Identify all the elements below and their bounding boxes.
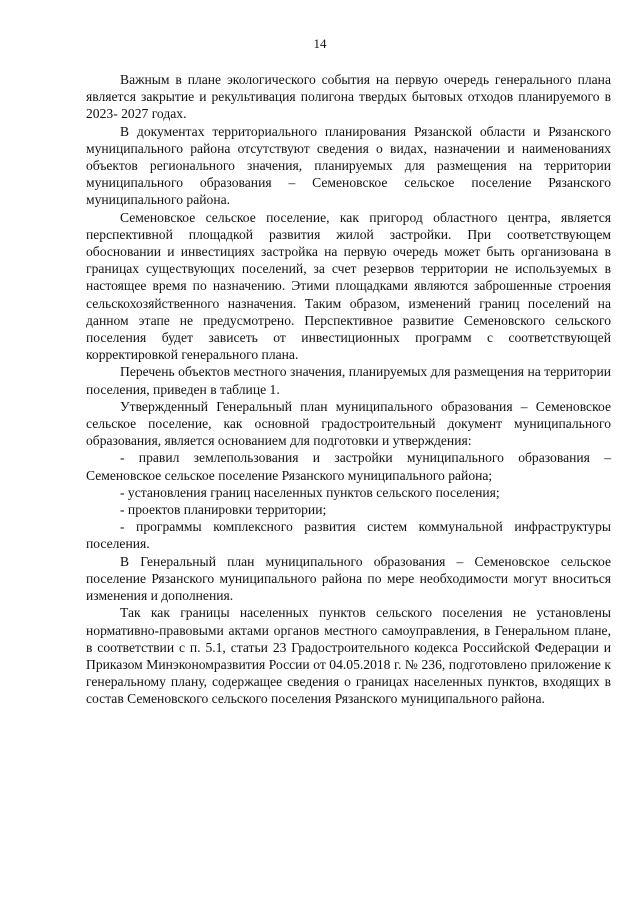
- page-number: 14: [313, 36, 327, 51]
- list-item-infrastructure-program: - программы комплексного развития систем коммунальной инфраструктуры поселения.: [86, 519, 611, 552]
- list-item-planning-projects: - проектов планировки территории;: [120, 502, 327, 518]
- list-item-settlement-borders: - установления границ населенных пунктов сельского поселения;: [120, 484, 500, 500]
- paragraph-local-objects: Перечень объектов местного значения, планируемых для размещения на территории поселения, приведен в таблице 1.: [86, 364, 611, 397]
- paragraph-amendments: В Генеральный план муниципального образования – Семеновское сельское поселение Рязанского муниципального района по мере необходимости могут вноситься изменения и дополнения.: [86, 553, 611, 604]
- paragraph-regional-objects: В документах территориального планирования Рязанской области и Рязанского муниципального района отсутствуют сведения о видах, назначении и наименованиях объектов регионального значения, планируемых для размещения на территории муниципального образования – Семеновское сельское поселение Рязанского муниципального района.: [86, 123, 611, 208]
- list-item-land-use-rules: - правил землепользования и застройки муниципального образования – Семеновское сельское поселение Рязанского муниципального района;: [86, 450, 611, 483]
- paragraph-landfill: Важным в плане экологического события на первую очередь генерального плана является закрытие и рекультивация полигона твердых бытовых отходов планируемого в 2023- 2027 годах.: [86, 72, 611, 122]
- body-text: [86, 71, 611, 708]
- paragraph-development: Семеновское сельское поселение, как пригород областного центра, является перспективной площадкой развития жилой застройки. При соответствующем обосновании и инвестициях застройка на первую очередь может быть организована в границах существующих поселений, за счет резервов территории не используемых в настоящее время по назначению. Этими площадками являются заброшенные строения сельскохозяйственного назначения. Таким образом, изменений границ поселений на данном этапе не предусмотрено. Перспективное развитие Семеновского сельского поселения будет зависеть от инвестиционных программ с соответствующей корректировкой генерального плана.: [86, 209, 611, 363]
- paragraph-approved-plan: Утвержденный Генеральный план муниципального образования – Семеновское сельское поселение, как основной градостроительный документ муниципального образования, является основанием для подготовки и утверждения:: [86, 398, 611, 449]
- paragraph-appendix: Так как границы населенных пунктов сельского поселения не установлены нормативно-правовыми актами органов местного самоуправления, в Генеральном плане, в соответствии с п. 5.1, статьи 23 Градостроительного кодекса Российской Федерации и Приказом Минэкономразвития России от 04.05.2018 г. № 236, подготовлено приложение к генеральному плану, содержащее сведения о границах населенных пунктов, входящих в состав Семеновского сельского поселения Рязанского муниципального района.: [86, 605, 611, 707]
